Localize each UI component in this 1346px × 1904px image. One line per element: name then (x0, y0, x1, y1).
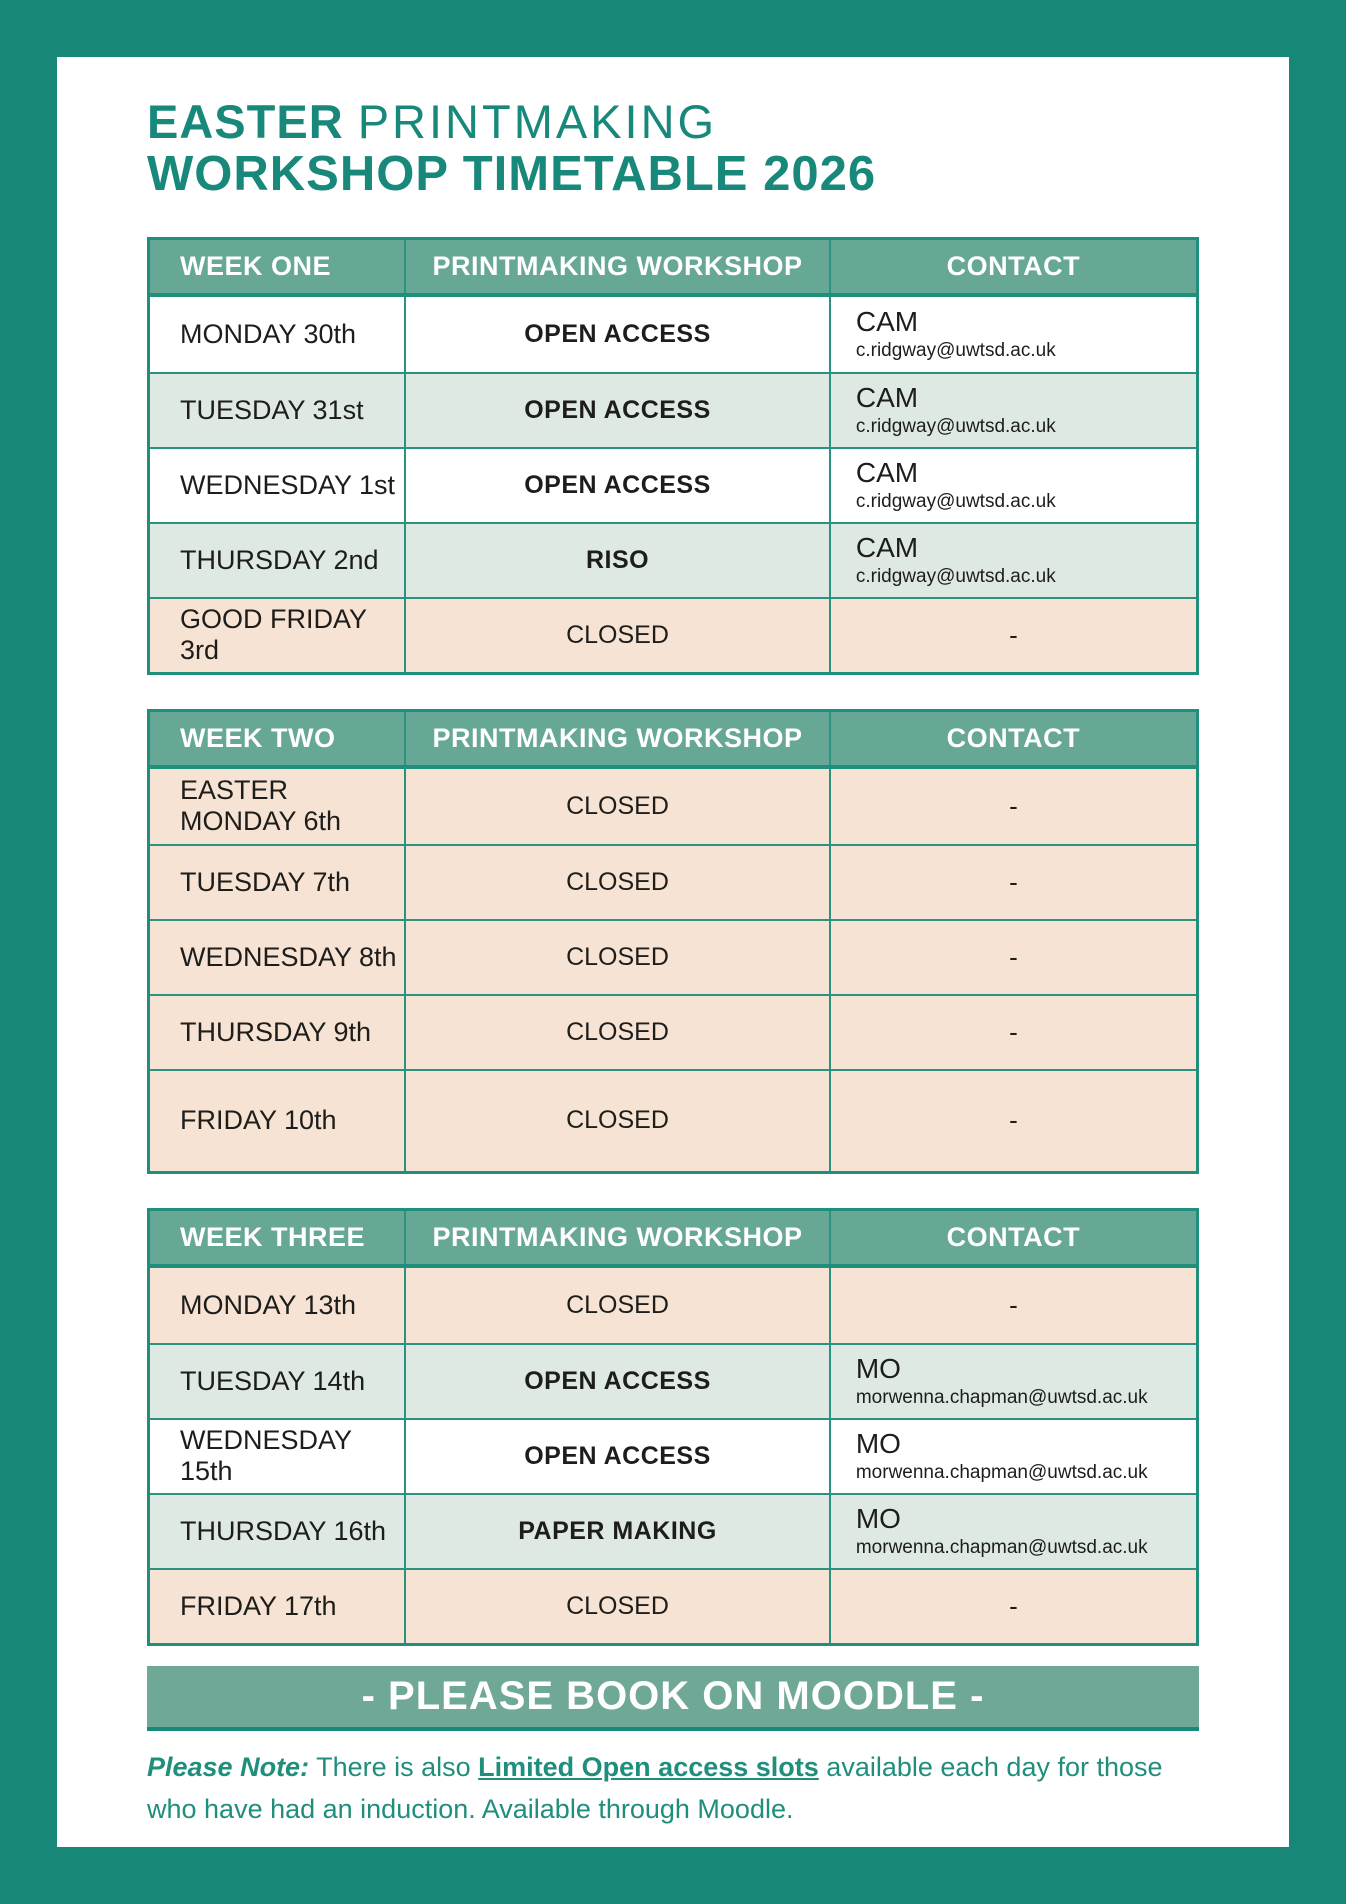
table-row (150, 597, 1196, 672)
workshop-cell: OPEN ACCESS (404, 374, 829, 447)
contact-name: MO (855, 1503, 901, 1535)
contact-email: morwenna.chapman@uwtsd.ac.uk (855, 1387, 1148, 1409)
contact-cell: - (829, 1570, 1196, 1643)
workshop-cell: RISO (404, 524, 829, 597)
table-row (150, 844, 1196, 919)
header-week: WEEK ONE (180, 250, 332, 281)
workshop-cell: CLOSED (404, 921, 829, 994)
workshop-cell: CLOSED (404, 846, 829, 919)
contact-email: c.ridgway@uwtsd.ac.uk (855, 566, 1056, 588)
table-row (150, 919, 1196, 994)
day-cell: WEDNESDAY 1st (180, 469, 396, 500)
contact-cell (829, 374, 1196, 447)
day-cell: FRIDAY 17th (180, 1590, 337, 1621)
note-underlined-phrase: Limited Open access slots (478, 1751, 819, 1782)
note-prefix: Please Note: (147, 1751, 310, 1782)
table-row (150, 297, 1196, 372)
day-cell: THURSDAY 16th (180, 1515, 387, 1546)
title-line-2: WORKSHOP TIMETABLE 2026 (147, 146, 877, 201)
contact-cell: - (829, 1071, 1196, 1171)
footer-note (147, 1747, 1199, 1831)
contact-name: CAM (855, 306, 919, 338)
workshop-cell: CLOSED (404, 1268, 829, 1343)
contact-cell (829, 1495, 1196, 1568)
workshop-cell: OPEN ACCESS (404, 1345, 829, 1418)
week-three-header-row (150, 1211, 1196, 1268)
table-row (150, 1568, 1196, 1643)
day-cell: FRIDAY 10th (180, 1105, 337, 1136)
header-workshop: PRINTMAKING WORKSHOP (404, 1211, 829, 1264)
day-cell: WEDNESDAY 15th (180, 1425, 352, 1487)
contact-cell: - (829, 996, 1196, 1069)
contact-email: morwenna.chapman@uwtsd.ac.uk (855, 1462, 1148, 1484)
day-cell: TUESDAY 7th (180, 866, 351, 897)
contact-cell: - (829, 846, 1196, 919)
contact-cell: - (829, 769, 1196, 844)
workshop-cell: OPEN ACCESS (404, 297, 829, 372)
day-cell: THURSDAY 2nd (180, 544, 379, 575)
day-cell: MONDAY 13th (180, 1289, 357, 1320)
week-three-table (147, 1208, 1199, 1646)
workshop-cell: OPEN ACCESS (404, 1420, 829, 1493)
header-week: WEEK THREE (180, 1221, 366, 1252)
workshop-cell: PAPER MAKING (404, 1495, 829, 1568)
header-week: WEEK TWO (180, 722, 336, 753)
table-row (150, 1343, 1196, 1418)
header-contact: CONTACT (829, 712, 1196, 765)
week-two-header-row (150, 712, 1196, 769)
day-cell: EASTER MONDAY 6th (180, 775, 342, 837)
day-cell: GOOD FRIDAY 3rd (180, 604, 367, 666)
contact-name: CAM (855, 382, 919, 414)
note-before: There is also (309, 1751, 479, 1782)
contact-email: c.ridgway@uwtsd.ac.uk (855, 416, 1056, 438)
table-row (150, 1069, 1196, 1171)
contact-name: CAM (855, 457, 919, 489)
note-after: available each day for those who have had an induction. Available through Moodle. (147, 1751, 1163, 1824)
table-row (150, 372, 1196, 447)
table-row (150, 522, 1196, 597)
contact-email: morwenna.chapman@uwtsd.ac.uk (855, 1537, 1148, 1559)
contact-cell: - (829, 599, 1196, 672)
contact-cell (829, 297, 1196, 372)
header-contact: CONTACT (829, 240, 1196, 293)
contact-email: c.ridgway@uwtsd.ac.uk (855, 340, 1056, 362)
day-cell: WEDNESDAY 8th (180, 941, 397, 972)
header-contact: CONTACT (829, 1211, 1196, 1264)
contact-cell (829, 1420, 1196, 1493)
day-cell: TUESDAY 31st (180, 394, 364, 425)
title-line-1 (147, 97, 1199, 148)
contact-name: MO (855, 1428, 901, 1460)
day-cell: THURSDAY 9th (180, 1016, 372, 1047)
table-row (150, 1418, 1196, 1493)
header-workshop: PRINTMAKING WORKSHOP (404, 712, 829, 765)
contact-name: MO (855, 1353, 901, 1385)
day-cell: TUESDAY 14th (180, 1365, 366, 1396)
week-one-table (147, 237, 1199, 675)
page-title (147, 97, 1199, 201)
workshop-cell: CLOSED (404, 1570, 829, 1643)
header-workshop: PRINTMAKING WORKSHOP (404, 240, 829, 293)
contact-email: c.ridgway@uwtsd.ac.uk (855, 491, 1056, 513)
week-one-header-row (150, 240, 1196, 297)
contact-cell (829, 449, 1196, 522)
workshop-cell: CLOSED (404, 599, 829, 672)
workshop-cell: OPEN ACCESS (404, 449, 829, 522)
table-row (150, 994, 1196, 1069)
table-row (150, 447, 1196, 522)
title-easter: EASTER (147, 95, 344, 148)
title-printmaking: PRINTMAKING (357, 95, 718, 148)
workshop-cell: CLOSED (404, 1071, 829, 1171)
contact-cell: - (829, 921, 1196, 994)
table-row (150, 1493, 1196, 1568)
table-row (150, 769, 1196, 844)
contact-name: CAM (855, 532, 919, 564)
contact-cell (829, 1345, 1196, 1418)
workshop-cell: CLOSED (404, 769, 829, 844)
book-on-moodle-banner: - PLEASE BOOK ON MOODLE - (147, 1666, 1199, 1731)
contact-cell: - (829, 1268, 1196, 1343)
workshop-cell: CLOSED (404, 996, 829, 1069)
poster-content (57, 57, 1289, 1830)
contact-cell (829, 524, 1196, 597)
table-row (150, 1268, 1196, 1343)
day-cell: MONDAY 30th (180, 318, 357, 349)
week-two-table (147, 709, 1199, 1174)
